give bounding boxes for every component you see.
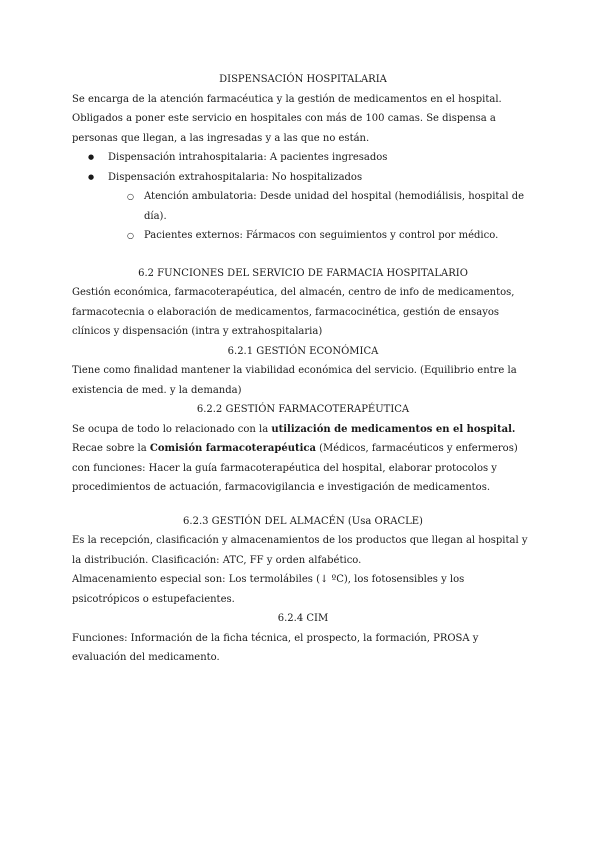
section-title-gestion-economica: 6.2.1 GESTIÓN ECONÓMICA [227, 345, 379, 357]
list-item: ● Dispensación intrahospitalaria: A pacientes ingresados [72, 148, 534, 168]
section-title-cim: 6.2.4 CIM [277, 613, 329, 624]
section-title-funciones: 6.2 FUNCIONES DEL SERVICIO DE FARMACIA HOSPITALARIO [138, 267, 468, 279]
section-title-dispensacion: DISPENSACIÓN HOSPITALARIA [219, 74, 387, 85]
paragraph: Funciones: Información de la ficha técnica, el prospecto, la formación, PROSA y evaluación del medicamento. [72, 632, 479, 663]
list-item: ● Dispensación extrahospitalaria: No hospitalizados ○ Atención ambulatoria: Desde unidad del hospital (hemodiálisis, hospital de día). ○ Pacientes externos: Fármacos con seguimientos y control por médico. [72, 168, 534, 246]
paragraph: Recae sobre la Comisión farmacoterapéutica (Médicos, farmacéuticos y enfermeros) con funciones: Hacer la guía farmacoterapéutica del hospital, elaborar protocolos y procedimientos de actuación, farmacovigilancia e investigación de medicamentos. [72, 443, 518, 493]
list-item: ○ Atención ambulatoria: Desde unidad del hospital (hemodiálisis, hospital de día). [72, 187, 534, 226]
sub-bullet-list [108, 187, 534, 246]
paragraph: Almacenamiento especial son: Los termolábiles (↓ ºC), los fotosensibles y los psicotrópicos o estupefacientes. [72, 574, 465, 605]
paragraph: Se encarga de la atención farmacéutica y la gestión de medicamentos en el hospital. [72, 93, 502, 105]
section-title-gestion-farmacoterapeutica: 6.2.2 GESTIÓN FARMACOTERAPÉUTICA [196, 404, 410, 415]
bullet-list [72, 148, 534, 246]
section-title-gestion-almacen: 6.2.3 GESTIÓN DEL ALMACÉN (Usa ORACLE) [183, 515, 423, 527]
paragraph: Obligados a poner este servicio en hospitales con más de 100 camas. Se dispensa a personas que llegan, a las ingresadas y a las que no están. [72, 113, 496, 144]
document-page [72, 70, 534, 668]
paragraph: Gestión económica, farmacoterapéutica, del almacén, centro de info de medicamentos, farmacotecnia o elaboración de medicamentos, farmacocinética, gestión de ensayos clínicos y dispensación (intra y extrahospitalaria) [72, 287, 515, 337]
list-item: ○ Pacientes externos: Fármacos con seguimientos y control por médico. [72, 226, 534, 246]
paragraph: Se ocupa de todo lo relacionado con la utilización de medicamentos en el hospital. [72, 423, 516, 435]
paragraph: Tiene como finalidad mantener la viabilidad económica del servicio. (Equilibrio entre la existencia de med. y la demanda) [72, 365, 517, 396]
paragraph: Es la recepción, clasificación y almacenamientos de los productos que llegan al hospital y la distribución. Clasificación: ATC, FF y orden alfabético. [72, 535, 528, 566]
